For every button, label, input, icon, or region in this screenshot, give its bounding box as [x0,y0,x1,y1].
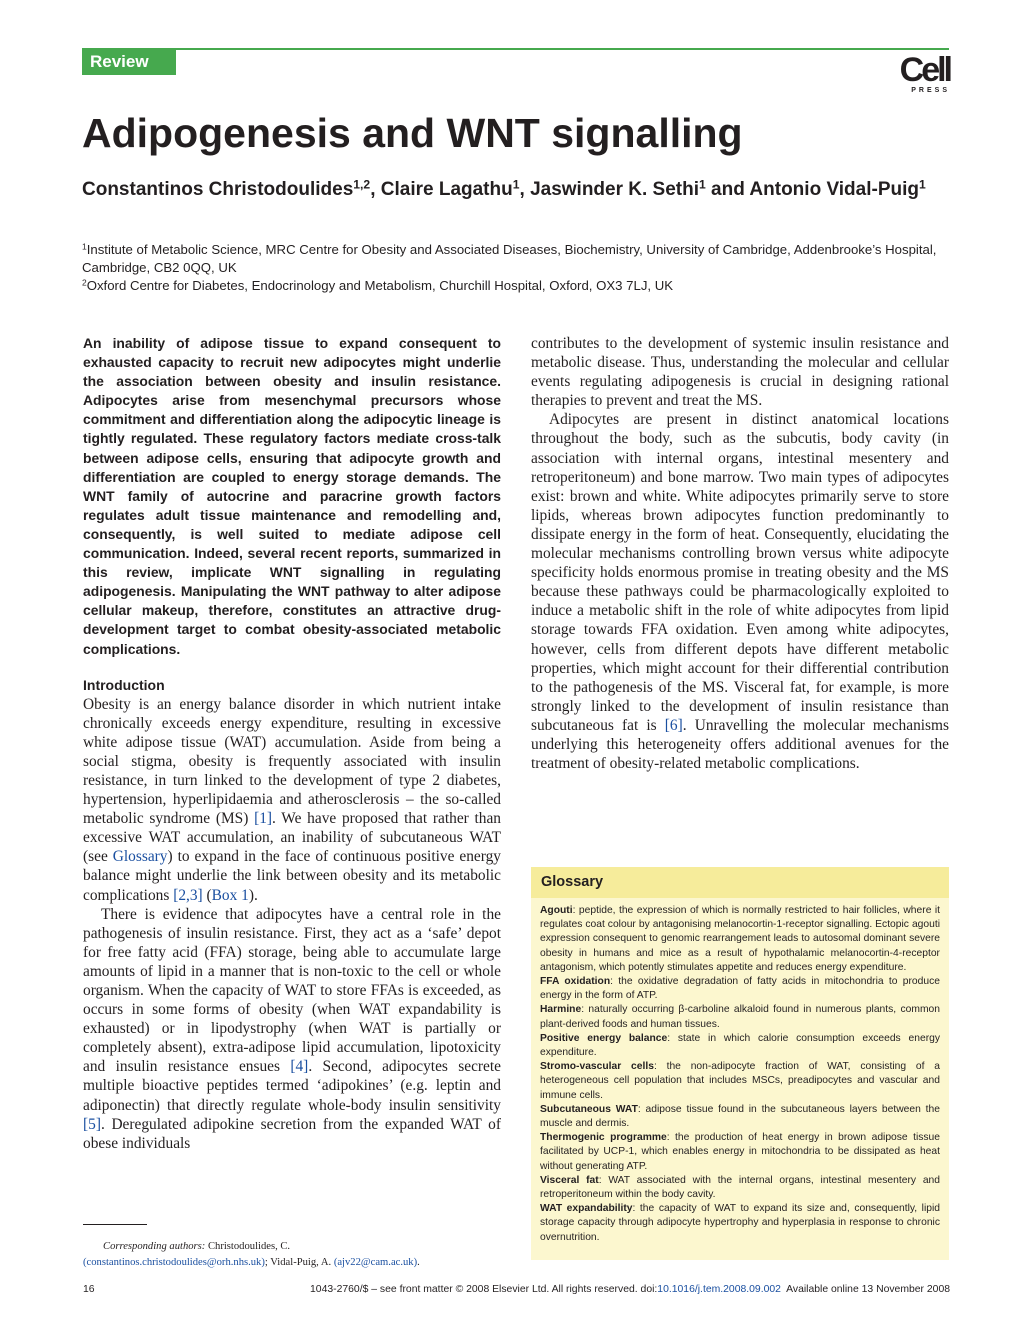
email-link[interactable]: (constantinos.christodoulides@orh.nhs.uk) [83,1257,265,1268]
header-bar [82,48,949,75]
affiliation [82,277,952,295]
author-name: Constantinos Christodoulides [82,179,354,200]
glossary-definition: : the capacity of WAT to expand its size and, consequently, lipid storage capacity through adipocyte hypertrophy and hyperplasia in response to chronic overnutrition. [540,1203,940,1243]
glossary-term: Stromo-vascular cells [540,1061,654,1073]
section-tag: Review [82,48,176,75]
author-separator: , [519,179,531,200]
right-column [531,334,949,773]
doi-link[interactable]: 10.1016/j.tem.2008.09.002 [657,1284,781,1295]
body-paragraph [531,410,949,773]
author-separator: and [705,179,750,200]
author-list [82,177,952,202]
page-number: 16 [83,1284,95,1295]
body-paragraph [83,695,501,905]
text-run: ( [202,886,212,904]
abstract: An inability of adipose tissue to expand consequent to exhausted capacity to recruit new adipocytes might underlie the association between obesity and insulin resistance. Adipocytes arise from mesenchymal precursors whose commitment and differentiation along the adipocytic lineage is tightly regulated. These regulatory factors mediate cross-talk between adipose cells, ensuring that adipocyte growth and differentiation are coupled to energy storage demands. The WNT family of autocrine and paracrine growth factors regulates adult tissue maintenance and remodelling and, consequently, is well suited to mediate adipose cell communication. Indeed, several recent reports, summarized in this review, implicate WNT signalling in regulating adipogenesis. Manipulating the WNT pathway to alter adipose cellular makeup, therefore, constitutes an attractive drug-development target to combat obesity-associated metabolic complications. [83,335,501,657]
glossary-definition: : WAT associated with the internal organs, intestinal mesentery and retroperitoneum within the body cavity. [540,1174,940,1201]
introduction-heading: Introduction [83,676,165,693]
logo-sub: PRESS [911,87,950,94]
affiliations [82,241,952,295]
author-affiliation-mark: 1,2 [353,177,371,192]
glossary-entry [540,1060,940,1103]
glossary-definition: : state in which calorie consumption exceeds energy expenditure. [540,1032,940,1059]
footnote-name: Christodoulides, C. [205,1241,291,1252]
footnote-line [83,1239,501,1255]
glossary-entry [540,1032,940,1060]
text-run: . Second, adipocytes secrete multiple bioactive peptides termed ‘adipokines’ (e.g. leptin and adiponectin) that directly regulate whole-body insulin sensitivity [83,1058,501,1114]
glossary-entry [540,1003,940,1031]
affiliation [82,241,952,277]
text-run: . Deregulated adipokine secretion from the expanded WAT of obese individuals [83,1115,501,1152]
glossary-term: Positive energy balance [540,1032,668,1044]
glossary-entry [540,904,940,975]
glossary-entry [540,1202,940,1245]
glossary-definition: : the production of heat energy in brown adipose tissue facilitated by UCP-1, which enables energy in mitochondria to be dissipated as heat without generating ATP. [540,1132,940,1172]
glossary-title: Glossary [531,867,949,898]
glossary-entry [540,975,940,1003]
text-run: Adipocytes are present in distinct anatomical locations throughout the body, such as the subcutis, body cavity (in association with internal organs, intestinal mesentery and retroperitoneum) and bone marrow. Two main types of adipocytes exist: brown and white. White adipocytes primarily serve to store lipids, whereas brown adipocytes function predominantly to dissipate energy in the form of heat. Consequently, elucidating the molecular mechanisms controlling brown versus white adipocyte specificity holds enormous promise in treating obesity and the MS because these pathways could be pharmacologically exploited to induce a metabolic shift in the role of white adipocytes from lipid storage towards FFA oxidation. Even among white adipocytes, however, cells from different depots have different metabolic properties, which might account for their differential contribution to the pathogenesis of the MS. Visceral fat, for example, is more strongly linked to the development of insulin resistance than subcutaneous fat is [531,411,949,734]
text-run: Available online 13 November 2008 [780,1284,950,1295]
author-separator: , [370,179,381,200]
glossary-term: Visceral fat [540,1174,599,1186]
email-link[interactable]: (ajv22@cam.ac.uk) [333,1257,418,1268]
affiliation-text: Institute of Metabolic Science, MRC Centre for Obesity and Associated Diseases, Biochemistry, University of Cambridge, Addenbrooke’s Hospital, Cambridge, CB2 0QQ, UK [82,242,937,275]
author-name: Jaswinder K. Sethi [530,179,700,200]
left-column [83,334,501,1153]
glossary-definition: : peptide, the expression of which is normally restricted to hair follicles, where it regulates coat colour by antagonising melanocortin-1-receptor signalling. Ectopic agouti expression consequent to genomic rearrangement leads to autosomal dominant severe obesity in humans and mice as a result of hypothalamic melanocortin-4-receptor antagonism, which potently stimulates appetite and reduces energy expenditure. [540,905,940,973]
glossary-definition: : naturally occurring β-carboline alkaloid found in numerous plants, common plant-derived foods and human tissues. [540,1004,940,1030]
footnote-name: ; Vidal-Puig, A. [264,1257,332,1268]
glossary-term: Thermogenic programme [540,1132,667,1144]
corresponding-author-footnote [83,1224,501,1271]
text-run: 1043-2760/$ – see front matter © 2008 Elsevier Ltd. All rights reserved. doi: [310,1284,658,1295]
text-run: . We have proposed that rather than excessive WAT accumulation, an inability of subcutaneous WAT (see [83,810,502,866]
glossary-term: WAT expandability [540,1203,633,1215]
glossary-term: FFA oxidation [540,976,611,988]
article-title: Adipogenesis and WNT signalling [82,110,743,156]
text-run: There is evidence that adipocytes have a central role in the pathogenesis of insulin resistance. First, they act as a ‘safe’ depot for free fatty acid (FFA) storage, being able to accumulate large amounts of lipid in a manner that is non-toxic to the cell or whole organism. When the capacity of WAT to store FFAs is exceeded, as occurs in some forms of obesity (when WAT expandability is exhausted) or in lipodystrophy (when WAT is partially or completely absent), extra-adipose lipid accumulation, lipotoxicity and insulin resistance ensues [83,905,501,1076]
glossary-box [531,867,949,1260]
glossary-definition: : adipose tissue found in the subcutaneous layers between the muscle and dermis. [540,1103,940,1130]
citation-link[interactable]: [2,3] [173,886,203,904]
glossary-entry [540,1131,940,1174]
citation-link[interactable]: [1] [254,810,273,828]
text-run: . Unravelling the molecular mechanisms underlying this heterogeneity offers additional avenues for the treatment of obesity-related metabolic complications. [531,716,949,773]
citation-link[interactable]: [5] [83,1115,101,1133]
footnote-line [83,1255,501,1271]
glossary-entry [540,1174,940,1202]
author-affiliation-mark: 1 [699,177,706,192]
citation-link[interactable]: [4] [290,1058,309,1076]
body-paragraph: contributes to the development of systemic insulin resistance and metabolic disease. Thus, understanding the molecular and cellular events regulating adipogenesis is crucial in designing rational therapies to prevent and treat the MS. [531,335,949,410]
logo-word: Cell [899,51,950,89]
glossary-definition: : the oxidative degradation of fatty acids in mitochondria to produce energy in the form of ATP. [540,976,940,1002]
glossary-link[interactable]: Glossary [112,848,168,866]
text-run: ). [248,886,258,904]
glossary-term: Agouti [540,905,573,916]
cell-press-logo [888,51,950,95]
glossary-definition: : the non-adipocyte fraction of WAT, consisting of a heterogeneous cell population that includes MSCs, preadipocytes and vascular and immune cells. [540,1061,940,1101]
glossary-entry [540,1103,940,1131]
glossary-term: Subcutaneous WAT [540,1103,638,1115]
citation-link[interactable]: [6] [664,716,683,734]
author-name: Antonio Vidal-Puig [749,179,920,200]
affiliation-number: 1 [82,241,87,252]
author-affiliation-mark: 1 [919,177,926,192]
footnote-rule [83,1224,147,1225]
text-run: ) to expand in the face of continuous positive energy balance might underlie the link between obesity and its metabolic complications [83,848,501,904]
affiliation-text: Oxford Centre for Diabetes, Endocrinology and Metabolism, Churchill Hospital, Oxford, OX3 7LJ, UK [86,278,674,293]
text-run: Obesity is an energy balance disorder in which nutrient intake chronically exceeds energy expenditure, resulting in excessive white adipose tissue (WAT) accumulation. Aside from being a social stigma, obesity is frequently associated with insulin resistance, in turn linked to the development of type 2 diabetes, hypertension, hyperlipidaemia and atherosclerosis – the so-called metabolic syndrome (MS) [83,695,501,828]
body-paragraph [83,905,501,1153]
affiliation-number: 2 [82,277,87,288]
glossary-term: Harmine [540,1004,582,1016]
text-run: . [417,1257,420,1268]
author-affiliation-mark: 1 [512,177,520,192]
glossary-entries [531,898,949,1245]
author-name: Claire Lagathu [380,179,513,200]
footnote-label: Corresponding authors: [103,1241,206,1252]
header-rule [176,48,949,50]
box-link[interactable]: Box 1 [211,886,249,904]
footer-citation [310,1283,950,1297]
